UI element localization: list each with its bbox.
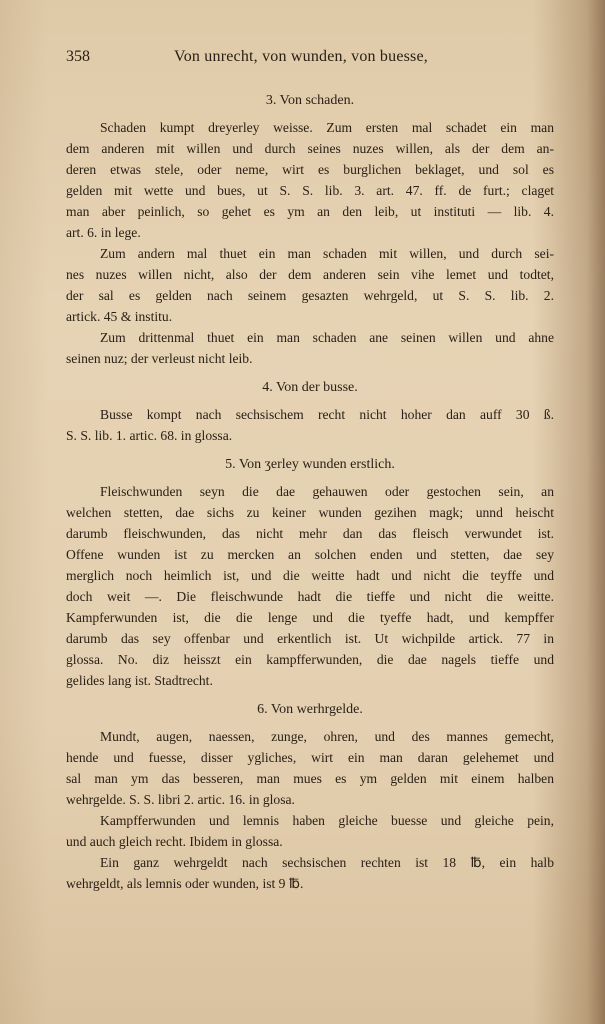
text-line: der sal es gelden nach seinem gesazten wehrgeld, ut S. S. lib. 2. xyxy=(66,288,554,303)
text-line: gelden mit wette und bues, ut S. S. lib. 3. art. 47. ff. de furt.; claget xyxy=(66,183,554,198)
section-title: 5. Von ʒerley wunden erstlich. xyxy=(225,457,395,472)
paragraph xyxy=(66,404,554,446)
text-line: merglich noch heimlich ist, und die weitte hadt und nicht die teyffe und xyxy=(66,568,554,583)
paragraph xyxy=(66,243,554,327)
paragraph xyxy=(66,852,554,894)
page-body xyxy=(66,90,554,894)
page-header xyxy=(66,48,556,70)
text-line: Fleischwunden seyn die dae gehauwen oder gestochen sein, an xyxy=(100,484,554,499)
text-line: Ein ganz wehrgeldt nach sechsischen rechten ist 18 ℔, ein halb xyxy=(100,855,554,870)
text-line: nes nuzes willen nicht, also der dem anderen sein vihe lemet und todtet, xyxy=(66,267,554,282)
paragraph xyxy=(66,117,554,243)
text-line: Mundt, augen, naessen, zunge, ohren, und des mannes gemecht, xyxy=(100,729,554,744)
section-title: 3. Von schaden. xyxy=(265,93,355,108)
text-line: Offene wunden ist zu mercken an solchen enden und stetten, dae sey xyxy=(66,547,554,562)
text-line: man aber peinlich, so gehet es ym an den leib, ut instituti — lib. 4. xyxy=(66,204,554,219)
paragraph xyxy=(66,481,554,691)
text-line: Busse kompt nach sechsischem recht nicht hoher dan auff 30 ß. xyxy=(100,407,554,422)
text-line: wehrgelde. S. S. libri 2. artic. 16. in glosa. xyxy=(66,792,295,807)
section-title: 6. Von werhrgelde. xyxy=(257,702,363,717)
text-line: Schaden kumpt dreyerley weisse. Zum ersten mal schadet ein man xyxy=(100,120,554,135)
text-line: Zum andern mal thuet ein man schaden mit willen, und durch sei- xyxy=(100,246,554,261)
text-line: gelides lang ist. Stadtrecht. xyxy=(66,673,213,688)
text-line: Zum drittenmal thuet ein man schaden ane seinen willen und ahne xyxy=(100,330,554,345)
text-line: artick. 45 & institu. xyxy=(66,309,173,324)
section-spacer xyxy=(66,369,554,377)
text-line: sal man ym das besseren, man mues es ym gelden mit einem halben xyxy=(66,771,554,786)
text-line: Kampfferwunden und lemnis haben gleiche buesse und gleiche pein, xyxy=(100,813,554,828)
paragraph xyxy=(66,810,554,852)
text-line: wehrgeldt, als lemnis oder wunden, ist 9 ℔. xyxy=(66,876,304,891)
page-number: 358 xyxy=(66,48,90,65)
text-line: welchen stetten, dae sichs zu keiner wunden gezihen magk; unnd heischt xyxy=(66,505,554,520)
text-line: dem anderen mit willen und durch seines nuzes willen, als der dem an- xyxy=(66,141,554,156)
text-line: S. S. lib. 1. artic. 68. in glossa. xyxy=(66,428,233,443)
running-title: Von unrecht, von wunden, von buesse, xyxy=(174,48,428,65)
section-spacer xyxy=(66,446,554,454)
text-line: art. 6. in lege. xyxy=(66,225,141,240)
text-line: doch weit —. Die fleischwunde hadt die tieffe und nicht die weitte. xyxy=(66,589,554,604)
text-line: glossa. No. diz heisszt ein kampfferwunden, die dae nagels tieffe und xyxy=(66,652,554,667)
paragraph xyxy=(66,327,554,369)
section-spacer xyxy=(66,691,554,699)
text-line: deren etwas stele, oder neme, wirt es burglichen beklaget, und sol es xyxy=(66,162,554,177)
section-title: 4. Von der busse. xyxy=(262,380,358,395)
paragraph xyxy=(66,726,554,810)
text-line: und auch gleich recht. Ibidem in glossa. xyxy=(66,834,283,849)
text-line: darumb fleischwunden, das nicht mehr dan das fleisch verwundet ist. xyxy=(66,526,554,541)
text-line: darumb das sey offenbar und erkentlich ist. Ut wichpilde artick. 77 in xyxy=(66,631,554,646)
text-line: seinen nuz; der verleust nicht leib. xyxy=(66,351,253,366)
text-line: hende und fuesse, disser ygliches, wirt ein man daran gelehemet und xyxy=(66,750,554,765)
text-line: Kampferwunden ist, die die lenge und die tyeffe hadt, und kempffer xyxy=(66,610,554,625)
